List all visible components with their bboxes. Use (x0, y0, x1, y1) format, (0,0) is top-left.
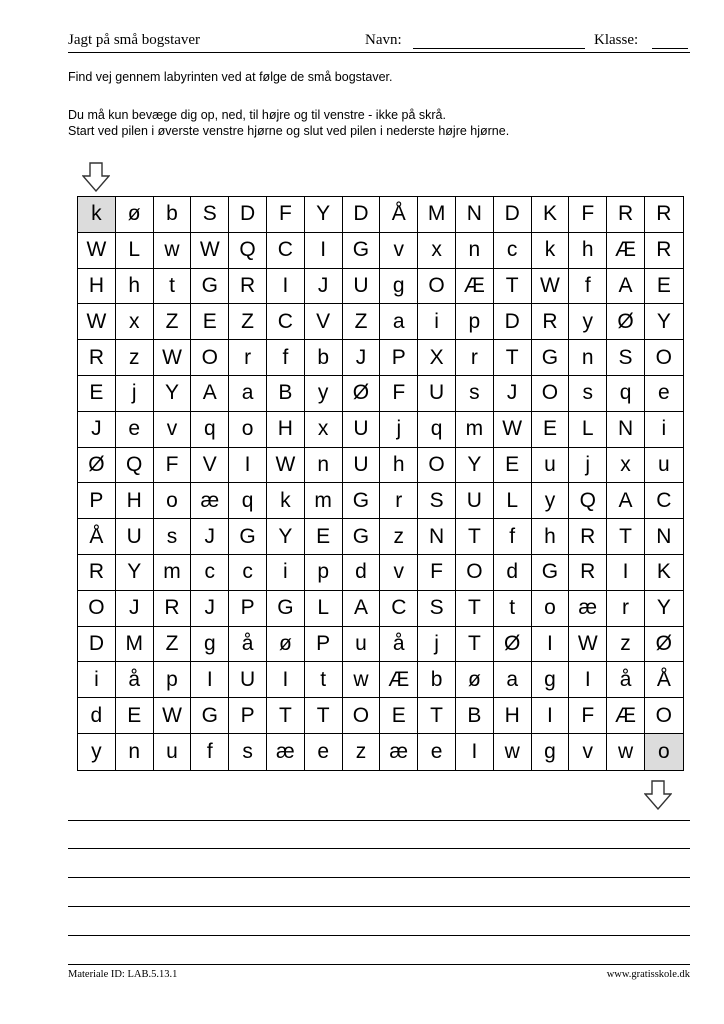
maze-cell[interactable]: g (380, 269, 418, 305)
maze-cell[interactable]: Å (645, 662, 683, 698)
maze-cell[interactable]: X (418, 340, 456, 376)
maze-cell[interactable]: j (116, 376, 154, 412)
maze-cell[interactable]: O (532, 376, 570, 412)
maze-cell[interactable]: e (116, 412, 154, 448)
maze-cell[interactable]: o (532, 591, 570, 627)
maze-cell[interactable]: C (380, 591, 418, 627)
maze-cell[interactable]: ø (267, 627, 305, 663)
maze-cell[interactable]: E (645, 269, 683, 305)
maze-cell[interactable]: w (607, 734, 645, 770)
maze-cell[interactable]: G (343, 519, 381, 555)
maze-cell[interactable]: c (494, 233, 532, 269)
maze-cell[interactable]: n (305, 448, 343, 484)
maze-cell[interactable]: U (343, 269, 381, 305)
maze-cell[interactable]: S (418, 591, 456, 627)
maze-cell[interactable]: H (494, 698, 532, 734)
maze-cell[interactable]: b (418, 662, 456, 698)
maze-cell[interactable]: k (78, 197, 116, 233)
maze-cell[interactable]: u (343, 627, 381, 663)
answer-line[interactable] (68, 877, 690, 878)
maze-cell[interactable]: T (267, 698, 305, 734)
maze-cell[interactable]: æ (380, 734, 418, 770)
maze-cell[interactable]: Ø (645, 627, 683, 663)
maze-cell[interactable]: O (78, 591, 116, 627)
maze-cell[interactable]: Y (305, 197, 343, 233)
material-id: Materiale ID: LAB.5.13.1 (68, 969, 178, 980)
maze-cell[interactable]: U (116, 519, 154, 555)
maze-cell[interactable]: Z (154, 627, 192, 663)
maze-cell[interactable]: W (154, 698, 192, 734)
maze-cell[interactable]: a (229, 376, 267, 412)
maze-cell[interactable]: T (456, 627, 494, 663)
maze-cell[interactable]: n (116, 734, 154, 770)
maze-cell[interactable]: J (305, 269, 343, 305)
maze-cell[interactable]: h (569, 233, 607, 269)
maze-cell[interactable]: A (607, 269, 645, 305)
maze-cell[interactable]: I (456, 734, 494, 770)
maze-cell[interactable]: N (645, 519, 683, 555)
maze-cell[interactable]: q (229, 483, 267, 519)
maze-cell[interactable]: S (607, 340, 645, 376)
maze-cell[interactable]: G (343, 233, 381, 269)
maze-cell[interactable]: R (229, 269, 267, 305)
maze-cell[interactable]: G (532, 555, 570, 591)
maze-cell[interactable]: F (569, 197, 607, 233)
maze-cell[interactable]: i (645, 412, 683, 448)
name-label: Navn: (365, 32, 402, 48)
maze-cell[interactable]: æ (569, 591, 607, 627)
maze-cell[interactable]: O (418, 269, 456, 305)
maze-cell[interactable]: Y (154, 376, 192, 412)
instruction-line-1: Find vej gennem labyrinten ved at følge de små bogstaver. (68, 70, 393, 84)
maze-cell[interactable]: Y (645, 591, 683, 627)
maze-cell[interactable]: O (456, 555, 494, 591)
maze-cell[interactable]: u (532, 448, 570, 484)
maze-cell[interactable]: A (191, 376, 229, 412)
maze-cell[interactable]: O (191, 340, 229, 376)
maze-cell[interactable]: I (267, 269, 305, 305)
maze-cell[interactable]: E (532, 412, 570, 448)
maze-cell[interactable]: å (607, 662, 645, 698)
instruction-line-2: Du må kun bevæge dig op, ned, til højre og til venstre - ikke på skrå. (68, 108, 446, 122)
maze-cell[interactable]: s (229, 734, 267, 770)
maze-cell[interactable]: E (305, 519, 343, 555)
maze-cell[interactable]: z (380, 519, 418, 555)
maze-cell[interactable]: N (456, 197, 494, 233)
maze-cell[interactable]: O (418, 448, 456, 484)
maze-cell[interactable]: W (569, 627, 607, 663)
answer-line[interactable] (68, 935, 690, 936)
maze-cell[interactable]: Y (116, 555, 154, 591)
maze-cell[interactable]: Y (267, 519, 305, 555)
maze-cell[interactable]: æ (267, 734, 305, 770)
maze-cell[interactable]: t (305, 662, 343, 698)
maze-cell[interactable]: x (418, 233, 456, 269)
maze-cell[interactable]: J (191, 519, 229, 555)
maze-cell[interactable]: T (607, 519, 645, 555)
maze-cell[interactable]: s (154, 519, 192, 555)
maze-cell[interactable]: G (191, 269, 229, 305)
maze-cell[interactable]: G (532, 340, 570, 376)
maze-cell[interactable]: U (418, 376, 456, 412)
letter-maze-grid (77, 196, 684, 771)
maze-cell[interactable]: A (607, 483, 645, 519)
maze-cell[interactable]: e (645, 376, 683, 412)
class-field-line[interactable] (652, 48, 688, 49)
maze-cell[interactable]: Å (380, 197, 418, 233)
maze-cell[interactable]: Æ (380, 662, 418, 698)
maze-cell[interactable]: s (569, 376, 607, 412)
maze-cell[interactable]: Z (229, 304, 267, 340)
maze-cell[interactable]: W (78, 304, 116, 340)
maze-cell[interactable]: E (494, 448, 532, 484)
maze-cell[interactable]: Q (569, 483, 607, 519)
maze-cell[interactable]: R (569, 555, 607, 591)
maze-cell[interactable]: J (78, 412, 116, 448)
maze-cell[interactable]: å (116, 662, 154, 698)
maze-cell[interactable]: O (645, 340, 683, 376)
maze-cell[interactable]: U (343, 412, 381, 448)
maze-cell[interactable]: K (532, 197, 570, 233)
maze-cell[interactable]: n (456, 233, 494, 269)
maze-cell[interactable]: Q (229, 233, 267, 269)
maze-cell[interactable]: f (494, 519, 532, 555)
maze-cell[interactable]: Y (456, 448, 494, 484)
maze-cell[interactable]: x (116, 304, 154, 340)
maze-cell[interactable]: J (191, 591, 229, 627)
maze-cell[interactable]: g (532, 734, 570, 770)
maze-cell[interactable]: G (343, 483, 381, 519)
maze-cell[interactable]: J (116, 591, 154, 627)
worksheet-title: Jagt på små bogstaver (68, 32, 201, 48)
maze-cell[interactable]: L (494, 483, 532, 519)
maze-cell[interactable]: k (532, 233, 570, 269)
maze-cell[interactable]: F (418, 555, 456, 591)
maze-cell[interactable]: R (607, 197, 645, 233)
maze-cell[interactable]: p (305, 555, 343, 591)
maze-cell[interactable]: I (532, 627, 570, 663)
maze-cell[interactable]: W (154, 340, 192, 376)
maze-cell[interactable]: z (343, 734, 381, 770)
maze-cell[interactable]: I (569, 662, 607, 698)
maze-cell[interactable]: q (607, 376, 645, 412)
maze-cell[interactable]: ø (456, 662, 494, 698)
maze-cell[interactable]: å (229, 627, 267, 663)
maze-cell[interactable]: O (343, 698, 381, 734)
maze-cell[interactable]: Å (78, 519, 116, 555)
maze-cell[interactable]: U (456, 483, 494, 519)
maze-cell[interactable]: y (305, 376, 343, 412)
maze-cell[interactable]: n (569, 340, 607, 376)
maze-cell[interactable]: o (154, 483, 192, 519)
maze-cell[interactable]: s (456, 376, 494, 412)
maze-cell[interactable]: G (191, 698, 229, 734)
maze-cell[interactable]: R (78, 555, 116, 591)
maze-cell[interactable]: R (78, 340, 116, 376)
maze-cell[interactable]: J (343, 340, 381, 376)
maze-cell[interactable]: I (607, 555, 645, 591)
maze-cell[interactable]: f (191, 734, 229, 770)
maze-cell[interactable]: K (645, 555, 683, 591)
maze-cell[interactable]: P (305, 627, 343, 663)
end-arrow-icon (644, 780, 672, 815)
maze-cell[interactable]: Q (116, 448, 154, 484)
maze-cell[interactable]: D (78, 627, 116, 663)
maze-cell[interactable]: D (494, 197, 532, 233)
maze-cell[interactable]: B (267, 376, 305, 412)
start-arrow-icon (82, 162, 110, 197)
maze-cell[interactable]: a (380, 304, 418, 340)
maze-cell[interactable]: I (191, 662, 229, 698)
maze-cell[interactable]: I (305, 233, 343, 269)
maze-cell[interactable]: w (494, 734, 532, 770)
maze-cell[interactable]: j (569, 448, 607, 484)
maze-cell[interactable]: r (380, 483, 418, 519)
maze-cell[interactable]: t (154, 269, 192, 305)
answer-line[interactable] (68, 848, 690, 849)
worksheet-header (68, 32, 690, 53)
maze-cell[interactable]: V (191, 448, 229, 484)
maze-cell[interactable]: Z (343, 304, 381, 340)
maze-cell[interactable]: W (78, 233, 116, 269)
maze-cell[interactable]: t (494, 591, 532, 627)
maze-cell[interactable]: Æ (607, 233, 645, 269)
maze-cell[interactable]: h (116, 269, 154, 305)
maze-cell[interactable]: h (532, 519, 570, 555)
name-field-line[interactable] (413, 48, 585, 49)
maze-cell[interactable]: U (229, 662, 267, 698)
maze-cell[interactable]: æ (191, 483, 229, 519)
maze-cell[interactable]: S (418, 483, 456, 519)
maze-cell[interactable]: P (78, 483, 116, 519)
maze-cell[interactable]: r (456, 340, 494, 376)
maze-cell[interactable]: o (229, 412, 267, 448)
maze-cell[interactable]: d (494, 555, 532, 591)
maze-cell[interactable]: w (343, 662, 381, 698)
maze-cell[interactable]: E (380, 698, 418, 734)
maze-cell[interactable]: p (456, 304, 494, 340)
maze-cell[interactable]: w (154, 233, 192, 269)
maze-cell[interactable]: Ø (78, 448, 116, 484)
maze-cell[interactable]: v (154, 412, 192, 448)
maze-cell[interactable]: R (645, 233, 683, 269)
maze-cell[interactable]: P (229, 698, 267, 734)
maze-cell[interactable]: F (267, 197, 305, 233)
maze-cell[interactable]: f (569, 269, 607, 305)
maze-cell[interactable]: i (267, 555, 305, 591)
maze-cell[interactable]: T (456, 519, 494, 555)
maze-cell[interactable]: k (267, 483, 305, 519)
maze-cell[interactable]: T (456, 591, 494, 627)
maze-cell[interactable]: b (305, 340, 343, 376)
maze-cell[interactable]: A (343, 591, 381, 627)
maze-cell[interactable]: o (645, 734, 683, 770)
maze-cell[interactable]: D (229, 197, 267, 233)
maze-cell[interactable]: q (191, 412, 229, 448)
maze-cell[interactable]: I (267, 662, 305, 698)
maze-cell[interactable]: I (229, 448, 267, 484)
maze-cell[interactable]: m (154, 555, 192, 591)
worksheet-footer (68, 964, 690, 980)
maze-cell[interactable]: N (607, 412, 645, 448)
maze-cell[interactable]: g (532, 662, 570, 698)
website-link[interactable]: www.gratisskole.dk (606, 969, 690, 980)
maze-cell[interactable]: m (305, 483, 343, 519)
maze-cell[interactable]: p (154, 662, 192, 698)
maze-cell[interactable]: O (645, 698, 683, 734)
maze-cell[interactable]: D (343, 197, 381, 233)
maze-cell[interactable]: H (267, 412, 305, 448)
maze-cell[interactable]: W (532, 269, 570, 305)
maze-cell[interactable]: E (116, 698, 154, 734)
maze-cell[interactable]: S (191, 197, 229, 233)
maze-cell[interactable]: B (456, 698, 494, 734)
maze-cell[interactable]: j (418, 627, 456, 663)
maze-cell[interactable]: L (116, 233, 154, 269)
maze-cell[interactable]: G (267, 591, 305, 627)
maze-cell[interactable]: c (191, 555, 229, 591)
maze-cell[interactable]: u (645, 448, 683, 484)
maze-cell[interactable]: i (418, 304, 456, 340)
maze-cell[interactable]: D (494, 304, 532, 340)
maze-cell[interactable]: y (532, 483, 570, 519)
maze-cell[interactable]: R (645, 197, 683, 233)
maze-cell[interactable]: m (456, 412, 494, 448)
maze-cell[interactable]: j (380, 412, 418, 448)
maze-cell[interactable]: e (305, 734, 343, 770)
maze-cell[interactable]: b (154, 197, 192, 233)
maze-cell[interactable]: F (569, 698, 607, 734)
maze-cell[interactable]: M (116, 627, 154, 663)
maze-cell[interactable]: C (267, 233, 305, 269)
maze-cell[interactable]: Ø (494, 627, 532, 663)
maze-cell[interactable]: E (78, 376, 116, 412)
maze-cell[interactable]: R (532, 304, 570, 340)
maze-cell[interactable]: d (78, 698, 116, 734)
maze-cell[interactable]: P (229, 591, 267, 627)
maze-cell[interactable]: H (116, 483, 154, 519)
maze-cell[interactable]: x (305, 412, 343, 448)
maze-cell[interactable]: i (78, 662, 116, 698)
answer-line[interactable] (68, 906, 690, 907)
maze-cell[interactable]: v (380, 555, 418, 591)
maze-cell[interactable]: ø (116, 197, 154, 233)
maze-cell[interactable]: h (380, 448, 418, 484)
maze-cell[interactable]: V (305, 304, 343, 340)
maze-cell[interactable]: J (494, 376, 532, 412)
maze-cell[interactable]: T (418, 698, 456, 734)
maze-cell[interactable]: e (418, 734, 456, 770)
maze-cell[interactable]: a (494, 662, 532, 698)
maze-cell[interactable]: W (494, 412, 532, 448)
maze-cell[interactable]: Y (645, 304, 683, 340)
maze-cell[interactable]: G (229, 519, 267, 555)
maze-cell[interactable]: r (607, 591, 645, 627)
maze-cell[interactable]: W (267, 448, 305, 484)
maze-cell[interactable]: z (116, 340, 154, 376)
maze-cell[interactable]: T (494, 269, 532, 305)
maze-cell[interactable]: L (569, 412, 607, 448)
maze-cell[interactable]: r (229, 340, 267, 376)
answer-line[interactable] (68, 820, 690, 821)
maze-cell[interactable]: T (494, 340, 532, 376)
maze-cell[interactable]: T (305, 698, 343, 734)
maze-cell[interactable]: F (380, 376, 418, 412)
maze-cell[interactable]: H (78, 269, 116, 305)
maze-cell[interactable]: c (229, 555, 267, 591)
maze-cell[interactable]: z (607, 627, 645, 663)
maze-cell[interactable]: q (418, 412, 456, 448)
maze-cell[interactable]: I (532, 698, 570, 734)
maze-cell[interactable]: P (380, 340, 418, 376)
maze-cell[interactable]: Z (154, 304, 192, 340)
maze-cell[interactable]: y (78, 734, 116, 770)
instruction-line-3: Start ved pilen i øverste venstre hjørne og slut ved pilen i nederste højre hjørne. (68, 124, 510, 138)
maze-cell[interactable]: R (569, 519, 607, 555)
maze-cell[interactable]: g (191, 627, 229, 663)
maze-cell[interactable]: U (343, 448, 381, 484)
maze-cell[interactable]: C (267, 304, 305, 340)
maze-cell[interactable]: N (418, 519, 456, 555)
maze-cell[interactable]: R (154, 591, 192, 627)
maze-cell[interactable]: å (380, 627, 418, 663)
maze-cell[interactable]: Æ (607, 698, 645, 734)
class-label: Klasse: (594, 32, 639, 48)
maze-cell[interactable]: E (191, 304, 229, 340)
maze-cell[interactable]: u (154, 734, 192, 770)
maze-cell[interactable]: C (645, 483, 683, 519)
maze-cell[interactable]: W (191, 233, 229, 269)
maze-cell[interactable]: y (569, 304, 607, 340)
maze-cell[interactable]: L (305, 591, 343, 627)
maze-cell[interactable]: Ø (343, 376, 381, 412)
maze-cell[interactable]: v (380, 233, 418, 269)
maze-cell[interactable]: v (569, 734, 607, 770)
maze-cell[interactable]: Ø (607, 304, 645, 340)
maze-cell[interactable]: F (154, 448, 192, 484)
maze-cell[interactable]: x (607, 448, 645, 484)
maze-cell[interactable]: M (418, 197, 456, 233)
maze-cell[interactable]: f (267, 340, 305, 376)
maze-cell[interactable]: d (343, 555, 381, 591)
maze-cell[interactable]: Æ (456, 269, 494, 305)
